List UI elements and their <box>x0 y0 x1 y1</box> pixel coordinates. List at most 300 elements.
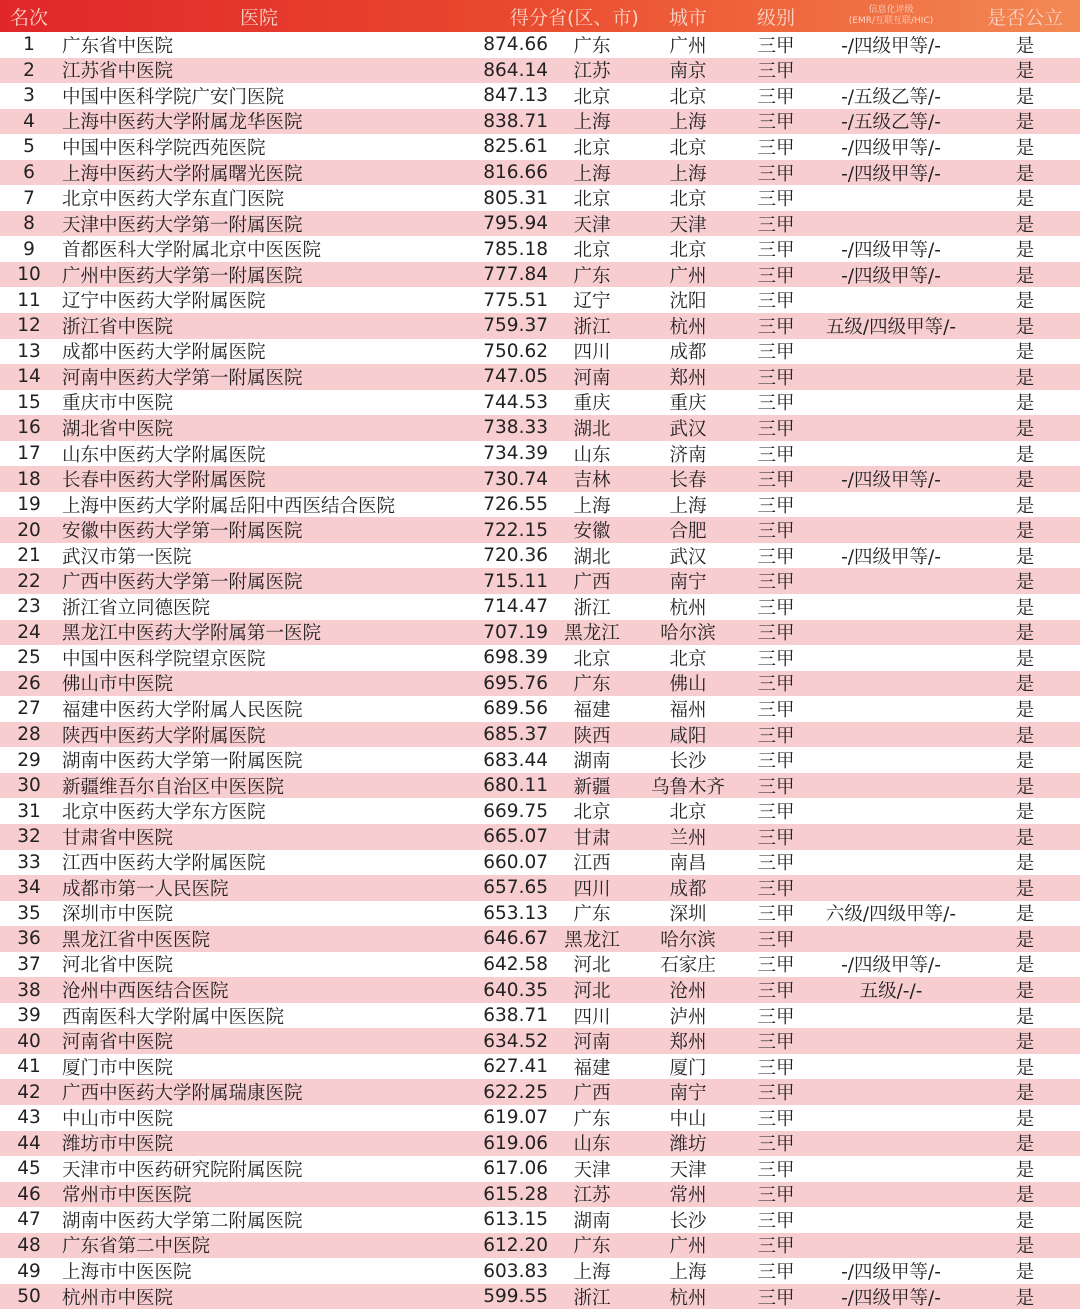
cell-rank: 41 <box>17 1056 41 1078</box>
table-row <box>0 645 1080 671</box>
cell-rank: 19 <box>17 494 41 516</box>
cell-hospital: 北京中医药大学东直门医院 <box>62 189 285 211</box>
cell-city: 乌鲁木齐 <box>650 776 725 798</box>
cell-hospital: 厦门市中医院 <box>62 1057 174 1079</box>
cell-score: 617.06 <box>483 1158 548 1180</box>
cell-province: 广东 <box>573 35 611 57</box>
cell-score: 738.33 <box>483 417 548 439</box>
cell-rank: 1 <box>23 34 35 56</box>
cell-rank: 42 <box>17 1081 41 1103</box>
cell-province: 福建 <box>573 700 611 721</box>
cell-public: 是 <box>1015 240 1035 262</box>
cell-level: 三甲 <box>757 495 795 517</box>
cell-level: 三甲 <box>757 1108 795 1130</box>
cell-hospital: 黑龙江省中医医院 <box>62 929 211 951</box>
cell-hospital: 广西中医药大学第一附属医院 <box>62 572 303 594</box>
cell-city: 北京 <box>669 802 707 824</box>
cell-province: 四川 <box>573 342 611 364</box>
cell-rank: 2 <box>23 59 35 81</box>
cell-score: 785.18 <box>483 238 548 260</box>
cell-province: 甘肃 <box>573 827 611 849</box>
cell-score: 825.61 <box>483 136 548 158</box>
cell-rank: 33 <box>17 851 41 873</box>
cell-score: 683.44 <box>483 749 548 771</box>
cell-city: 上海 <box>669 1262 707 1284</box>
cell-city: 哈尔滨 <box>660 929 716 951</box>
cell-province: 湖北 <box>573 418 611 440</box>
cell-public: 是 <box>1015 853 1035 875</box>
cell-public: 是 <box>1015 1287 1035 1309</box>
cell-city: 厦门 <box>669 1057 707 1079</box>
cell-province: 河南 <box>573 367 611 389</box>
cell-score: 646.67 <box>483 928 548 950</box>
cell-level: 三甲 <box>757 725 795 747</box>
cell-score: 730.74 <box>483 468 548 490</box>
cell-public: 是 <box>1015 572 1035 594</box>
cell-rank: 24 <box>17 621 41 643</box>
cell-rank: 45 <box>17 1158 41 1180</box>
table-row <box>0 952 1080 978</box>
cell-public: 是 <box>1015 674 1035 696</box>
cell-public: 是 <box>1015 86 1035 108</box>
cell-city: 沈阳 <box>669 291 707 313</box>
cell-city: 深圳 <box>669 904 707 926</box>
header-city: 城市 <box>668 6 707 29</box>
cell-level: 三甲 <box>757 86 795 108</box>
table-row <box>0 977 1080 1003</box>
cell-info-rating: -/四级甲等/- <box>841 546 941 568</box>
cell-province: 北京 <box>573 240 611 262</box>
cell-province: 广西 <box>573 572 611 594</box>
cell-level: 三甲 <box>757 342 795 364</box>
cell-province: 广东 <box>573 904 611 926</box>
cell-level: 三甲 <box>757 929 795 951</box>
cell-province: 北京 <box>573 648 611 670</box>
cell-hospital: 上海中医药大学附属龙华医院 <box>62 112 303 134</box>
cell-hospital: 中国中医科学院西苑医院 <box>62 137 266 159</box>
cell-public: 是 <box>1015 802 1035 824</box>
cell-hospital: 重庆市中医院 <box>62 393 174 415</box>
cell-province: 新疆 <box>573 776 611 798</box>
cell-rank: 37 <box>17 953 41 975</box>
cell-hospital: 武汉市第一医院 <box>62 546 192 568</box>
cell-rank: 4 <box>23 110 35 132</box>
cell-public: 是 <box>1015 291 1035 313</box>
table-row <box>0 568 1080 594</box>
cell-public: 是 <box>1015 929 1035 951</box>
cell-city: 天津 <box>669 1159 707 1181</box>
cell-level: 三甲 <box>757 648 795 670</box>
cell-level: 三甲 <box>757 776 795 798</box>
cell-public: 是 <box>1015 546 1035 568</box>
cell-level: 三甲 <box>757 189 795 211</box>
cell-hospital: 中国中医科学院望京医院 <box>62 648 266 670</box>
cell-hospital: 西南医科大学附属中医医院 <box>62 1006 285 1028</box>
cell-score: 759.37 <box>483 315 548 337</box>
table-row <box>0 415 1080 441</box>
table-row <box>0 58 1080 84</box>
cell-score: 750.62 <box>483 340 548 362</box>
cell-rank: 20 <box>17 519 41 541</box>
cell-info-rating: -/四级甲等/- <box>841 955 941 977</box>
cell-province: 广东 <box>573 1236 611 1258</box>
cell-hospital: 江苏省中医院 <box>62 61 174 83</box>
cell-public: 是 <box>1015 1159 1035 1181</box>
cell-score: 720.36 <box>483 545 548 567</box>
cell-city: 广州 <box>669 265 707 287</box>
cell-city: 兰州 <box>669 827 707 849</box>
cell-rank: 21 <box>17 545 41 567</box>
cell-level: 三甲 <box>757 955 795 977</box>
cell-level: 三甲 <box>757 827 795 849</box>
cell-score: 680.11 <box>483 775 548 797</box>
cell-province: 浙江 <box>573 1287 611 1309</box>
cell-level: 三甲 <box>757 418 795 440</box>
cell-city: 广州 <box>669 1236 707 1258</box>
cell-rank: 9 <box>23 238 35 260</box>
cell-rank: 28 <box>17 724 41 746</box>
cell-rank: 5 <box>23 136 35 158</box>
cell-info-rating: -/四级甲等/- <box>841 1262 941 1284</box>
cell-rank: 3 <box>23 85 35 107</box>
cell-score: 695.76 <box>483 672 548 694</box>
table-row <box>0 824 1080 850</box>
cell-level: 三甲 <box>757 751 795 773</box>
cell-rank: 23 <box>17 596 41 618</box>
table-row <box>0 722 1080 748</box>
cell-province: 河北 <box>573 955 611 977</box>
cell-hospital: 上海市中医医院 <box>62 1262 192 1284</box>
cell-level: 三甲 <box>757 240 795 262</box>
table-row <box>0 287 1080 313</box>
cell-public: 是 <box>1015 444 1035 466</box>
cell-hospital: 浙江省立同德医院 <box>62 597 211 619</box>
header-province: 省(区、市) <box>548 6 639 29</box>
cell-city: 长春 <box>669 470 707 492</box>
cell-score: 777.84 <box>483 264 548 286</box>
table-row <box>0 1105 1080 1131</box>
cell-province: 四川 <box>573 878 611 900</box>
table-row <box>0 262 1080 288</box>
cell-hospital: 成都中医药大学附属医院 <box>62 342 266 364</box>
cell-province: 四川 <box>573 1006 611 1028</box>
cell-score: 642.58 <box>483 953 548 975</box>
cell-public: 是 <box>1015 751 1035 773</box>
cell-city: 天津 <box>669 214 707 236</box>
cell-level: 三甲 <box>757 214 795 236</box>
table-row <box>0 83 1080 109</box>
cell-city: 郑州 <box>669 367 707 389</box>
table-row <box>0 543 1080 569</box>
cell-info-rating: 六级/四级甲等/- <box>825 904 957 926</box>
cell-rank: 6 <box>23 162 35 183</box>
cell-hospital: 长春中医药大学附属医院 <box>62 470 266 492</box>
cell-province: 陕西 <box>573 725 611 747</box>
cell-info-rating: -/四级甲等/- <box>841 35 941 57</box>
cell-score: 734.39 <box>483 443 548 465</box>
table-row <box>0 211 1080 237</box>
cell-province: 辽宁 <box>573 291 611 313</box>
cell-city: 咸阳 <box>669 725 707 747</box>
cell-rank: 29 <box>17 749 41 771</box>
cell-level: 三甲 <box>757 546 795 568</box>
cell-score: 634.52 <box>483 1030 548 1052</box>
cell-province: 天津 <box>573 214 611 236</box>
cell-public: 是 <box>1015 1083 1035 1105</box>
cell-public: 是 <box>1015 1006 1035 1028</box>
cell-province: 北京 <box>573 137 611 159</box>
cell-city: 南京 <box>669 61 707 83</box>
cell-hospital: 天津中医药大学第一附属医院 <box>62 214 303 236</box>
cell-level: 三甲 <box>757 1236 795 1258</box>
cell-info-rating: -/四级甲等/- <box>841 137 941 159</box>
cell-hospital: 新疆维吾尔自治区中医医院 <box>62 776 285 798</box>
table-row <box>0 1156 1080 1182</box>
cell-level: 三甲 <box>757 853 795 875</box>
cell-public: 是 <box>1015 112 1035 134</box>
cell-public: 是 <box>1015 955 1035 977</box>
table-row <box>0 32 1080 58</box>
cell-public: 是 <box>1015 521 1035 543</box>
cell-public: 是 <box>1015 1134 1035 1156</box>
cell-level: 三甲 <box>757 572 795 594</box>
cell-score: 627.41 <box>483 1056 548 1078</box>
cell-level: 三甲 <box>757 1287 795 1309</box>
cell-province: 江西 <box>573 853 611 875</box>
cell-level: 三甲 <box>757 265 795 287</box>
cell-city: 郑州 <box>669 1032 707 1054</box>
table-row <box>0 901 1080 927</box>
cell-hospital: 广东省中医院 <box>62 35 174 57</box>
cell-city: 上海 <box>669 495 707 517</box>
cell-hospital: 天津市中医药研究院附属医院 <box>62 1159 303 1181</box>
cell-city: 重庆 <box>669 393 707 415</box>
cell-rank: 44 <box>17 1132 41 1154</box>
cell-rank: 8 <box>23 213 35 235</box>
cell-hospital: 常州市中医医院 <box>62 1185 192 1207</box>
cell-public: 是 <box>1015 981 1035 1003</box>
cell-public: 是 <box>1015 725 1035 747</box>
cell-city: 常州 <box>669 1185 707 1207</box>
header-rank: 名次 <box>10 6 49 29</box>
cell-rank: 27 <box>17 698 41 720</box>
cell-score: 805.31 <box>483 187 548 209</box>
cell-public: 是 <box>1015 342 1035 364</box>
cell-public: 是 <box>1015 393 1035 415</box>
cell-level: 三甲 <box>757 1057 795 1079</box>
cell-level: 三甲 <box>757 291 795 313</box>
cell-city: 成都 <box>669 878 707 900</box>
table-row <box>0 671 1080 697</box>
cell-province: 湖南 <box>573 751 611 773</box>
cell-rank: 31 <box>17 800 41 822</box>
cell-score: 714.47 <box>483 596 548 618</box>
cell-province: 浙江 <box>573 316 611 338</box>
cell-score: 603.83 <box>483 1260 548 1282</box>
cell-rank: 16 <box>17 417 41 439</box>
cell-public: 是 <box>1015 470 1035 492</box>
cell-hospital: 河北省中医院 <box>62 955 174 977</box>
cell-score: 744.53 <box>483 391 548 413</box>
cell-level: 三甲 <box>757 393 795 415</box>
table-row <box>0 850 1080 876</box>
cell-rank: 10 <box>17 264 41 286</box>
cell-city: 潍坊 <box>669 1134 707 1156</box>
header-level: 级别 <box>756 6 795 29</box>
cell-province: 吉林 <box>573 470 611 492</box>
cell-rank: 47 <box>17 1209 41 1231</box>
cell-public: 是 <box>1015 214 1035 236</box>
cell-score: 613.15 <box>483 1209 548 1231</box>
cell-level: 三甲 <box>757 61 795 83</box>
cell-hospital: 福建中医药大学附属人民医院 <box>62 700 303 721</box>
header-info-subtitle: (EMR/互联互联/HIC) <box>848 16 934 26</box>
cell-score: 653.13 <box>483 902 548 924</box>
cell-score: 615.28 <box>483 1183 548 1205</box>
header-info-title: 信息化评级 <box>868 5 914 15</box>
table-row <box>0 492 1080 518</box>
cell-public: 是 <box>1015 367 1035 389</box>
header-hospital: 医院 <box>239 6 278 29</box>
cell-rank: 14 <box>17 366 41 388</box>
cell-city: 广州 <box>669 35 707 57</box>
cell-public: 是 <box>1015 904 1035 926</box>
cell-hospital: 潍坊市中医院 <box>62 1134 174 1156</box>
cell-city: 合肥 <box>669 521 707 543</box>
cell-hospital: 沧州中西医结合医院 <box>62 981 229 1003</box>
cell-level: 三甲 <box>757 444 795 466</box>
cell-city: 上海 <box>669 163 707 185</box>
cell-score: 669.75 <box>483 800 548 822</box>
cell-province: 上海 <box>573 163 611 185</box>
table-row <box>0 875 1080 901</box>
cell-public: 是 <box>1015 1108 1035 1130</box>
cell-score: 864.14 <box>483 59 548 81</box>
cell-level: 三甲 <box>757 674 795 696</box>
cell-rank: 26 <box>17 672 41 694</box>
cell-city: 南昌 <box>669 853 707 875</box>
cell-city: 上海 <box>669 112 707 134</box>
cell-score: 622.25 <box>483 1081 548 1103</box>
cell-public: 是 <box>1015 189 1035 211</box>
cell-info-rating: -/四级甲等/- <box>841 1287 941 1309</box>
table-row <box>0 364 1080 390</box>
cell-public: 是 <box>1015 1185 1035 1207</box>
cell-info-rating: -/五级乙等/- <box>841 112 941 134</box>
cell-rank: 7 <box>23 187 35 209</box>
cell-public: 是 <box>1015 137 1035 159</box>
cell-hospital: 河南中医药大学第一附属医院 <box>62 367 303 389</box>
table-row <box>0 134 1080 160</box>
cell-city: 长沙 <box>669 751 707 773</box>
cell-province: 北京 <box>573 86 611 108</box>
cell-hospital: 湖南中医药大学第一附属医院 <box>62 751 303 773</box>
table-row <box>0 313 1080 339</box>
cell-hospital: 甘肃省中医院 <box>62 827 174 849</box>
cell-hospital: 广西中医药大学附属瑞康医院 <box>62 1083 303 1105</box>
cell-hospital: 首都医科大学附属北京中医医院 <box>62 240 322 262</box>
cell-score: 715.11 <box>483 570 548 592</box>
cell-score: 795.94 <box>483 213 548 235</box>
cell-hospital: 成都市第一人民医院 <box>62 878 229 900</box>
cell-city: 杭州 <box>669 316 707 338</box>
cell-score: 816.66 <box>483 162 548 183</box>
header-info-rating <box>812 5 970 27</box>
cell-rank: 34 <box>17 877 41 899</box>
cell-city: 福州 <box>669 700 707 721</box>
cell-province: 上海 <box>573 1262 611 1284</box>
cell-province: 黑龙江 <box>564 929 620 951</box>
cell-rank: 13 <box>17 340 41 362</box>
cell-city: 北京 <box>669 648 707 670</box>
cell-hospital: 湖南中医药大学第二附属医院 <box>62 1210 303 1232</box>
cell-hospital: 广州中医药大学第一附属医院 <box>62 265 303 287</box>
cell-city: 中山 <box>669 1108 707 1130</box>
cell-rank: 46 <box>17 1183 41 1205</box>
cell-rank: 50 <box>17 1286 41 1308</box>
cell-score: 874.66 <box>483 34 548 56</box>
cell-province: 北京 <box>573 802 611 824</box>
cell-level: 三甲 <box>757 35 795 57</box>
cell-province: 广东 <box>573 674 611 696</box>
cell-level: 三甲 <box>757 1083 795 1105</box>
cell-city: 武汉 <box>669 546 707 568</box>
cell-info-rating: -/四级甲等/- <box>841 163 941 185</box>
cell-rank: 12 <box>17 315 41 337</box>
cell-level: 三甲 <box>757 470 795 492</box>
cell-public: 是 <box>1015 623 1035 645</box>
cell-level: 三甲 <box>757 1032 795 1054</box>
cell-score: 726.55 <box>483 494 548 516</box>
cell-province: 重庆 <box>573 393 611 415</box>
cell-province: 福建 <box>573 1057 611 1079</box>
cell-province: 黑龙江 <box>564 623 620 645</box>
cell-level: 三甲 <box>757 904 795 926</box>
cell-public: 是 <box>1015 163 1035 185</box>
cell-province: 山东 <box>573 444 611 466</box>
cell-public: 是 <box>1015 495 1035 517</box>
cell-province: 山东 <box>573 1134 611 1156</box>
cell-hospital: 浙江省中医院 <box>62 316 174 338</box>
cell-city: 杭州 <box>669 1287 707 1309</box>
cell-city: 北京 <box>669 240 707 262</box>
cell-rank: 15 <box>17 391 41 413</box>
table-row <box>0 1079 1080 1105</box>
cell-province: 河南 <box>573 1032 611 1054</box>
table-row <box>0 1207 1080 1233</box>
cell-city: 南宁 <box>669 1083 707 1105</box>
cell-score: 599.55 <box>483 1286 548 1308</box>
cell-level: 三甲 <box>757 1006 795 1028</box>
cell-public: 是 <box>1015 1210 1035 1232</box>
cell-rank: 39 <box>17 1005 41 1027</box>
cell-score: 640.35 <box>483 979 548 1001</box>
table-row <box>0 1054 1080 1080</box>
cell-score: 747.05 <box>483 366 548 388</box>
cell-province: 河北 <box>573 981 611 1003</box>
cell-city: 南宁 <box>669 572 707 594</box>
cell-city: 泸州 <box>669 1006 707 1028</box>
cell-info-rating: 五级/-/- <box>859 981 923 1003</box>
cell-public: 是 <box>1015 700 1035 721</box>
table-row <box>0 696 1080 722</box>
cell-info-rating: -/四级甲等/- <box>841 265 941 287</box>
cell-score: 689.56 <box>483 698 548 720</box>
cell-rank: 35 <box>17 902 41 924</box>
cell-province: 江苏 <box>573 1185 611 1207</box>
cell-public: 是 <box>1015 35 1035 57</box>
cell-rank: 40 <box>17 1030 41 1052</box>
